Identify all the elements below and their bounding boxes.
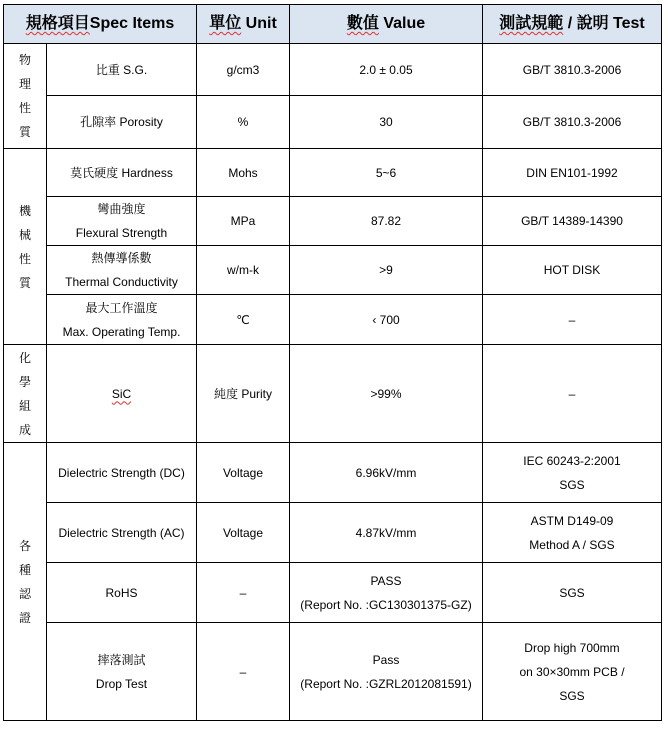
item-flexural: 彎曲強度 Flexural Strength (47, 197, 197, 246)
header-row (4, 5, 662, 44)
table-row (4, 563, 662, 623)
test-porosity: GB/T 3810.3-2006 (483, 96, 662, 149)
unit-ac: Voltage (197, 503, 290, 563)
test-dc: IEC 60243-2:2001 SGS (483, 443, 662, 503)
value-sg: 2.0 ± 0.05 (290, 44, 483, 96)
test-drop: Drop high 700mm on 30×30mm PCB / SGS (483, 623, 662, 721)
item-ac: Dielectric Strength (AC) (47, 503, 197, 563)
table-row (4, 345, 662, 443)
unit-sic: 純度 Purity (197, 345, 290, 443)
value-flexural: 87.82 (290, 197, 483, 246)
value-drop: Pass (Report No. :GZRL2012081591) (290, 623, 483, 721)
table-row (4, 149, 662, 197)
item-rohs: RoHS (47, 563, 197, 623)
test-hardness: DIN EN101-1992 (483, 149, 662, 197)
value-ac: 4.87kV/mm (290, 503, 483, 563)
item-sic: SiC (47, 345, 197, 443)
category-certification: 各 種 認 證 (4, 443, 47, 721)
unit-rohs: – (197, 563, 290, 623)
unit-hardness: Mohs (197, 149, 290, 197)
table-row (4, 197, 662, 246)
value-hardness: 5~6 (290, 149, 483, 197)
header-unit: 單位 Unit (197, 5, 290, 44)
test-sg: GB/T 3810.3-2006 (483, 44, 662, 96)
value-dc: 6.96kV/mm (290, 443, 483, 503)
category-chemical: 化 學 組 成 (4, 345, 47, 443)
table-row (4, 623, 662, 721)
table-row (4, 44, 662, 96)
unit-porosity: % (197, 96, 290, 149)
header-spec-items: 規格項目Spec Items (4, 5, 197, 44)
item-maxtemp: 最大工作溫度 Max. Operating Temp. (47, 295, 197, 345)
test-flexural: GB/T 14389-14390 (483, 197, 662, 246)
header-value: 數值 Value (290, 5, 483, 44)
category-mechanical: 機 械 性 質 (4, 149, 47, 345)
unit-thermal: w/m-k (197, 246, 290, 295)
header-test: 測試規範 / 說明 Test (483, 5, 662, 44)
value-rohs: PASS (Report No. :GC130301375-GZ) (290, 563, 483, 623)
value-maxtemp: ‹ 700 (290, 295, 483, 345)
table-row (4, 295, 662, 345)
item-sg: 比重 S.G. (47, 44, 197, 96)
test-ac: ASTM D149-09 Method A / SGS (483, 503, 662, 563)
test-sic: – (483, 345, 662, 443)
table-row (4, 96, 662, 149)
item-thermal: 熱傳導係數 Thermal Conductivity (47, 246, 197, 295)
item-hardness: 莫氏硬度 Hardness (47, 149, 197, 197)
unit-dc: Voltage (197, 443, 290, 503)
test-maxtemp: – (483, 295, 662, 345)
unit-flexural: MPa (197, 197, 290, 246)
unit-maxtemp: ℃ (197, 295, 290, 345)
unit-drop: – (197, 623, 290, 721)
item-dc: Dielectric Strength (DC) (47, 443, 197, 503)
test-rohs: SGS (483, 563, 662, 623)
item-drop: 摔落測試 Drop Test (47, 623, 197, 721)
category-physical: 物 理 性 質 (4, 44, 47, 149)
spec-table (3, 4, 662, 721)
unit-sg: g/cm3 (197, 44, 290, 96)
item-porosity: 孔隙率 Porosity (47, 96, 197, 149)
table-row (4, 503, 662, 563)
value-thermal: >9 (290, 246, 483, 295)
table-row (4, 443, 662, 503)
value-sic: >99% (290, 345, 483, 443)
table-row (4, 246, 662, 295)
value-porosity: 30 (290, 96, 483, 149)
test-thermal: HOT DISK (483, 246, 662, 295)
